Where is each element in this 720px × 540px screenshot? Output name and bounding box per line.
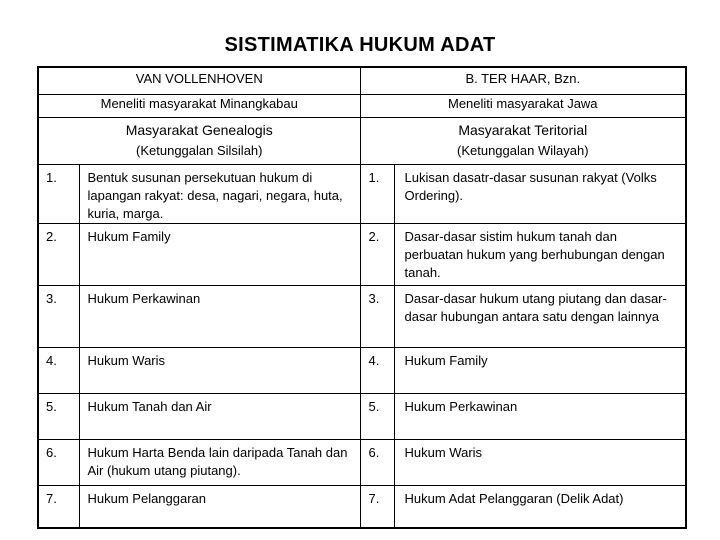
right-item-text: Hukum Perkawinan [394,394,686,440]
table-row [38,394,686,440]
left-item-number: 5. [38,394,79,440]
left-item-text: Hukum Pelanggaran [79,486,360,529]
right-item-number: 7. [360,486,394,529]
left-item-text: Hukum Family [79,224,360,286]
table-row [38,348,686,394]
right-item-text: Dasar-dasar sistim hukum tanah dan perbuatan hukum yang berhubungan dengan tanah. [394,224,686,286]
left-item-number: 1. [38,165,79,224]
left-item-number: 7. [38,486,79,529]
table-row [38,224,686,286]
table-row [38,286,686,348]
right-item-text: Hukum Family [394,348,686,394]
table-row [38,440,686,486]
left-item-text: Hukum Waris [79,348,360,394]
left-type-label: Masyarakat Genealogis [125,122,273,138]
left-author-heading: VAN VOLLENHOVEN [38,67,360,95]
right-item-text: Dasar-dasar hukum utang piutang dan dasar-dasar hubungan antara satu dengan lainnya [394,286,686,348]
right-item-number: 2. [360,224,394,286]
left-item-text: Bentuk susunan persekutuan hukum di lapangan rakyat: desa, nagari, negara, huta, kuria, marga. [79,165,360,224]
right-item-text: Hukum Waris [394,440,686,486]
right-item-number: 4. [360,348,394,394]
right-author-heading: B. TER HAAR, Bzn. [360,67,686,95]
right-item-number: 6. [360,440,394,486]
right-unit-label: (Ketunggalan Wilayah) [457,143,589,158]
left-item-number: 4. [38,348,79,394]
right-study-label: Meneliti masyarakat Jawa [360,95,686,118]
left-item-number: 2. [38,224,79,286]
page-title: SISTIMATIKA HUKUM ADAT [224,34,496,56]
right-item-number: 3. [360,286,394,348]
left-unit-label: (Ketunggalan Silsilah) [136,143,263,158]
table-row [38,486,686,529]
right-type-label: Masyarakat Teritorial [458,122,588,138]
right-item-number: 1. [360,165,394,224]
sistimatika-table [37,66,687,529]
left-item-text: Hukum Perkawinan [79,286,360,348]
left-item-text: Hukum Harta Benda lain daripada Tanah dan Air (hukum utang piutang). [79,440,360,486]
right-item-text: Hukum Adat Pelanggaran (Delik Adat) [394,486,686,529]
left-item-number: 3. [38,286,79,348]
table-row [38,165,686,224]
left-item-text: Hukum Tanah dan Air [79,394,360,440]
left-study-label: Meneliti masyarakat Minangkabau [38,95,360,118]
right-item-number: 5. [360,394,394,440]
right-item-text: Lukisan dasatr-dasar susunan rakyat (Volks Ordering). [394,165,686,224]
left-item-number: 6. [38,440,79,486]
right-type-cell [360,118,686,165]
left-type-cell [38,118,360,165]
